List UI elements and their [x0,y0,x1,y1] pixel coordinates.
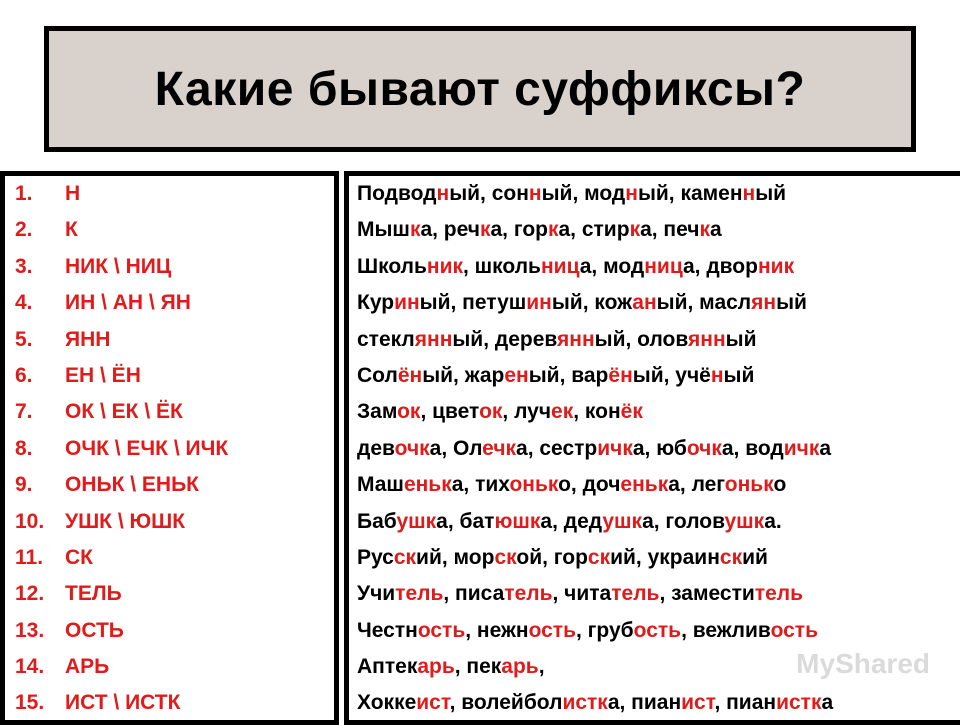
suffix-highlight: н [436,182,450,205]
suffix-highlight: н [528,182,542,205]
suffix-highlight: ник [426,254,463,278]
suffix-highlight: еньк [620,473,669,497]
example-line: Учитель, писатель, читатель, заместитель [357,582,803,606]
example-line: девочка, Олечка, сестричка, юбочка, водичка [357,436,832,460]
suffix-highlight: тель [395,582,444,606]
suffix-highlight: к [629,218,641,242]
suffix-highlight: янн [414,327,453,351]
suffix-label: ОСТЬ [65,618,124,642]
suffix-label: ЕН \ ЁН [65,363,141,387]
examples-panel [344,171,960,725]
suffix-highlight: ниц [540,254,580,278]
suffix-number: 2. [15,218,33,242]
suffix-highlight: еньк [403,473,452,497]
suffix-highlight: истк [562,691,608,715]
suffix-item [5,212,334,248]
suffix-highlight: ан [632,291,657,315]
suffix-label: ИСТ \ ИСТК [65,691,181,715]
suffix-highlight: очк [686,436,722,460]
suffix-number: 11. [15,545,44,569]
suffix-highlight: ен [504,363,529,387]
example-line: Аптекарь, пекарь, [357,655,545,679]
suffix-highlight: ичк [597,436,633,460]
suffix-highlight: очк [394,436,430,460]
suffix-highlight: янн [557,327,595,351]
example-line: Замок, цветок, лучек, конёк [357,400,643,424]
suffix-item [5,431,334,467]
suffix-label: ОЧК \ ЕЧК \ ИЧК [65,436,229,460]
suffix-label: СК [65,545,93,569]
suffix-highlight: ск [719,545,743,569]
example-line: Бабушка, батюшка, дедушка, головушка. [357,509,782,533]
title-banner [44,26,916,152]
suffix-highlight: к [699,218,710,242]
suffix-label: ТЕЛЬ [65,582,122,606]
suffix-highlight: ок [397,400,421,424]
suffix-list [5,176,334,722]
suffix-highlight: ян [751,291,777,315]
suffix-number: 5. [15,327,33,351]
watermark-logo: MyShared [796,648,930,679]
suffix-number: 10. [15,509,45,533]
suffix-item [5,467,334,503]
suffix-highlight: арь [417,655,455,679]
suffix-highlight: к [479,218,491,242]
suffix-number: 14. [15,655,45,679]
example-line: Машенька, тихонько, доченька, легонько [357,473,787,497]
suffix-item [5,504,334,540]
suffix-highlight: арь [501,655,539,679]
suffix-number: 4. [15,291,33,315]
suffix-highlight: ск [587,545,611,569]
suffix-highlight: к [409,218,421,242]
suffix-item [5,649,334,685]
suffix-highlight: тель [754,582,803,606]
suffix-number: 6. [15,363,33,387]
suffix-label: Н [65,182,81,205]
suffix-highlight: ск [494,545,517,569]
suffix-highlight: оньк [509,473,559,497]
suffix-label: УШК \ ЮШК [65,509,186,533]
suffix-highlight: ник [757,254,795,278]
suffix-highlight: янн [688,327,726,351]
suffix-item [5,394,334,430]
suffix-item [5,285,334,321]
suffix-highlight: ичк [783,436,820,460]
suffix-item [5,358,334,394]
suffix-highlight: юшк [494,509,541,533]
suffix-highlight: н [625,182,638,205]
suffix-highlight: ист [416,691,450,715]
suffix-label: ОНЬК \ ЕНЬК [65,473,199,497]
page-title: Какие бывают суффиксы? [154,62,806,116]
suffix-label: ИН \ АН \ ЯН [65,291,191,315]
suffix-number: 1. [15,182,33,205]
suffix-highlight: ечк [482,436,517,460]
suffix-item [5,249,334,285]
example-line: Солёный, жареный, варёный, учёный [357,363,755,387]
suffix-number: 15. [15,691,45,715]
suffix-highlight: ек [551,400,574,424]
suffix-highlight: ость [770,618,818,642]
suffix-highlight: ён [608,363,633,387]
suffix-highlight: ость [417,618,466,642]
suffix-highlight: ён [397,363,423,387]
suffix-item [5,576,334,612]
example-line: стеклянный, деревянный, оловянный [357,327,757,351]
example-line: Мышка, речка, горка, стирка, печка [357,218,722,242]
example-line: Куриный, петушиный, кожаный, масляный [357,291,807,315]
suffix-number: 13. [15,618,45,642]
example-line: Школьник, школьница, модница, дворник [357,254,795,278]
suffix-highlight: ость [528,618,577,642]
suffix-label: НИК \ НИЦ [65,254,172,278]
suffix-item [5,176,334,212]
example-line: Русский, морской, горский, украинский [357,545,768,569]
suffix-highlight: ость [633,618,682,642]
suffix-highlight: ок [479,400,503,424]
example-list [349,176,960,722]
suffix-label: ОК \ ЕК \ ЁК [65,400,183,424]
suffix-highlight: к [547,218,559,242]
suffix-label: ЯНН [65,327,111,351]
suffix-item [5,540,334,576]
suffix-highlight: н [710,363,724,387]
suffix-highlight: ниц [644,254,683,278]
suffix-highlight: истк [776,691,822,715]
suffix-number: 12. [15,582,45,606]
suffix-highlight: ушк [724,509,765,533]
suffix-number: 8. [15,436,33,460]
suffix-highlight: оньк [724,473,774,497]
suffix-list-panel [0,171,339,725]
suffix-highlight: тель [611,582,660,606]
example-line: Честность, нежность, грубость, вежливость [357,618,818,642]
suffix-label: АРЬ [65,655,110,679]
example-line: Подводный, сонный, модный, каменный [357,182,787,205]
suffix-highlight: ист [681,691,715,715]
suffix-number: 3. [15,254,33,278]
suffix-highlight: ск [393,545,417,569]
suffix-highlight: ин [394,291,420,315]
suffix-highlight: ин [526,291,552,315]
suffix-item [5,322,334,358]
suffix-item [5,685,334,721]
suffix-highlight: ушк [396,509,437,533]
suffix-highlight: ёк [620,400,643,424]
suffix-highlight: ушк [602,509,643,533]
suffix-highlight: н [742,182,756,205]
suffix-number: 7. [15,400,33,424]
suffix-label: К [65,218,78,242]
suffix-highlight: тель [504,582,553,606]
suffix-number: 9. [15,473,33,497]
suffix-item [5,613,334,649]
example-line: Хоккеист, волейболистка, пианист, пианистка [357,691,834,715]
